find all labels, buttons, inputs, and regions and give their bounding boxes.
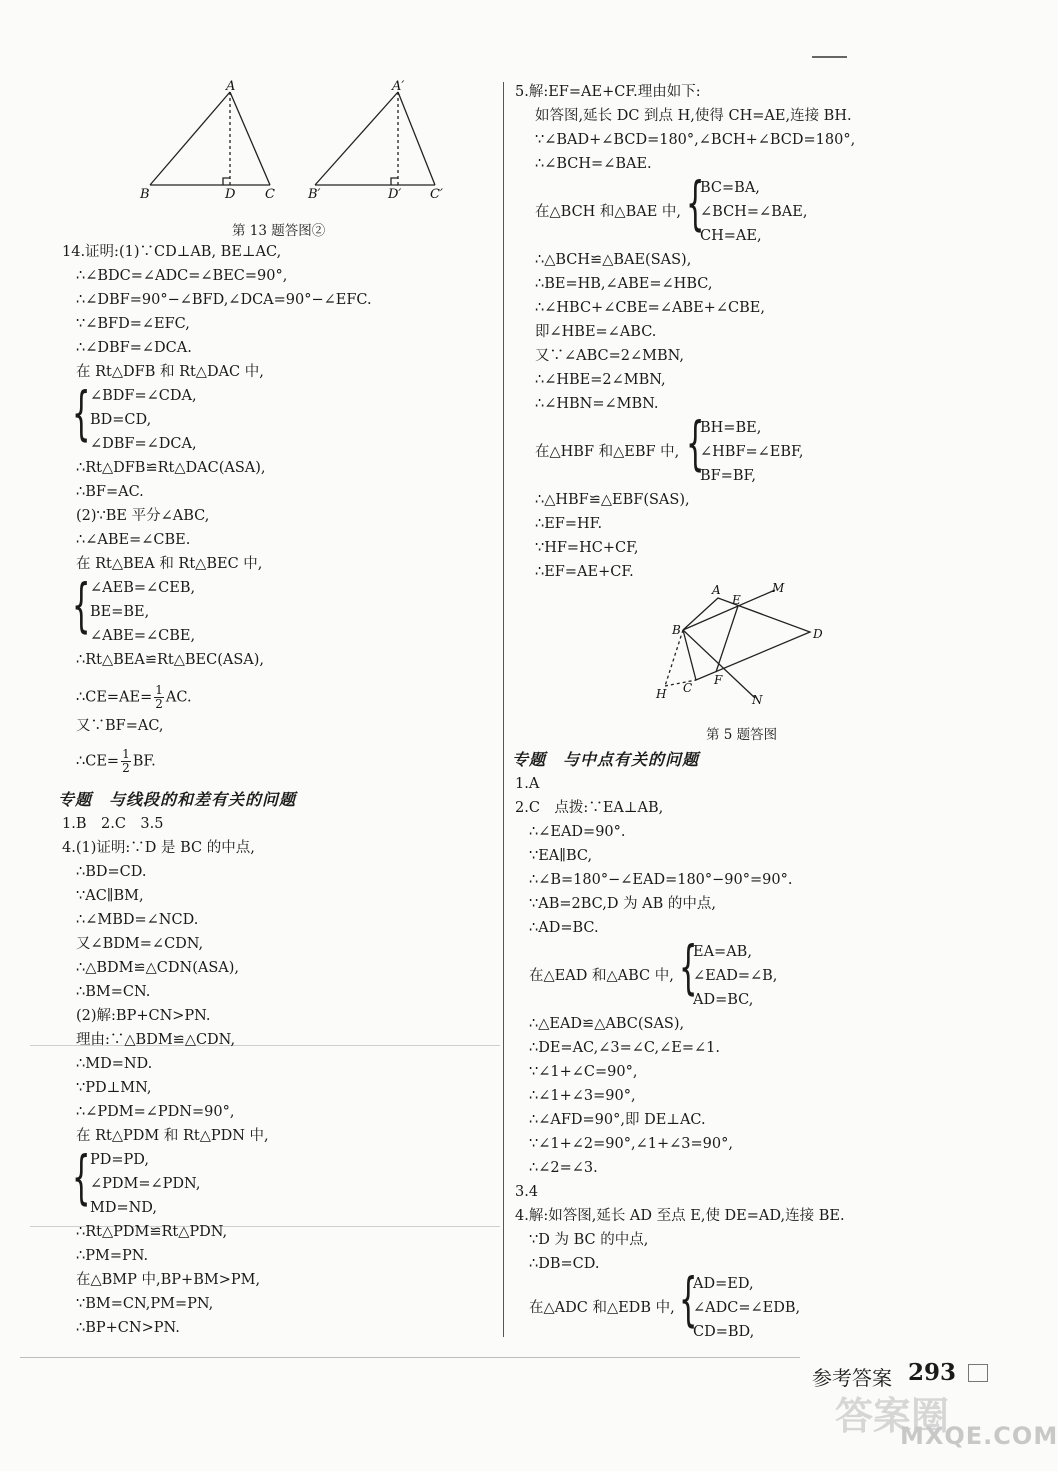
sec1-line-19: ∴PM=PN. [76,1248,149,1264]
sec1-line-9: (2)解:BP+CN>PN. [76,1008,211,1024]
right-angle-mark [223,178,230,185]
sec2-line-12: ∴△EAD≌△ABC(SAS), [529,1016,685,1032]
quadrilateral-abcd [683,598,810,680]
sec2-line-14: ∵∠1+∠C=90°, [529,1064,638,1080]
sec2-line-23: AD=ED, [693,1276,754,1292]
sec1-line-18: ∴Rt△PDM≌Rt△PDN, [76,1224,228,1240]
q14-line-2: ∴∠BDC=∠ADC=∠BEC=90°, [76,268,288,284]
brace: { [72,379,91,447]
figure-13-triangles [130,80,460,205]
q14-line-20: 又∵BF=AC, [76,718,164,734]
q5-line-21: ∴EF=HF. [535,516,603,532]
fraction-half [121,748,131,775]
sec2-line-5: ∴∠B=180°−∠EAD=180°−90°=90°. [529,872,793,888]
sec1-line-15: PD=PD, [90,1152,150,1168]
brace: { [686,409,705,477]
sec2-line-25: ∠ADC=∠EDB, [693,1300,801,1316]
label-h: H [656,687,667,701]
q14-line-3: ∴∠DBF=90°−∠BFD,∠DCA=90°−∠EFC. [76,292,372,308]
q14-line-9: ∠DBF=∠DCA, [90,436,197,452]
q5-line-16: BH=BE, [700,420,762,436]
q5-line-10: ∴BE=HB,∠ABE=∠HBC, [535,276,713,292]
denominator: 2 [155,697,163,711]
sec2-line-21: ∵D 为 BC 的中点, [529,1232,649,1248]
label-d: D [225,187,236,202]
q14-line-13: ∴∠ABE=∠CBE. [76,532,191,548]
q5-line-12: 即∠HBE=∠ABC. [535,324,657,340]
q5-line-2: 如答图,延长 DC 到点 H,使得 CH=AE,连接 BH. [535,108,852,124]
sec1-line-5: ∴∠MBD=∠NCD. [76,912,199,928]
label-c-prime: C′ [430,187,443,202]
sec1-line-8: ∴BM=CN. [76,984,151,1000]
sec1-line-13: ∴∠PDM=∠PDN=90°, [76,1104,235,1120]
brace: { [72,571,91,639]
segment-bh [665,630,683,686]
brace: { [72,1143,91,1211]
q5-line-4: ∴∠BCH=∠BAE. [535,156,652,172]
side-ac [230,92,270,185]
q14-line-1: 14.证明:(1)∵CD⊥AB, BE⊥AC, [62,244,282,260]
text: ∴CE= [76,753,120,770]
sec1-line-11: ∴MD=ND. [76,1056,153,1072]
sec1-line-3: ∴BD=CD. [76,864,147,880]
decorative-box [968,1364,988,1382]
label-d: D [813,627,823,641]
q5-line-9: ∴△BCH≌△BAE(SAS), [535,252,692,268]
q5-line-15: ∴∠HBN=∠MBN. [535,396,659,412]
figure-5-caption: 第 5 题答图 [706,727,778,743]
sec2-line-4: ∵EA∥BC, [529,848,593,864]
side-ba-prime [315,92,398,185]
label-m: M [772,581,785,595]
sec2-line-15: ∴∠1+∠3=90°, [529,1088,636,1104]
q14-line-12: (2)∵BE 平分∠ABC, [76,508,210,524]
side-ac-prime [398,92,435,185]
brace: { [686,169,705,237]
sec1-line-2: 4.(1)证明:∵D 是 BC 的中点, [62,840,255,856]
label-e: E [732,593,741,607]
text: BF. [132,753,156,770]
sec2-line-24: 在△ADC 和△EDB 中, [529,1300,675,1316]
q14-line-7: ∠BDF=∠CDA, [90,388,197,404]
numerator: 1 [122,747,130,761]
sec2-line-11: AD=BC, [693,992,754,1008]
sec1-line-12: ∵PD⊥MN, [76,1080,152,1096]
sec2-line-1: 1.A [515,776,540,792]
denominator: 2 [122,761,130,775]
sec2-line-8: EA=AB, [693,944,752,960]
sec2-line-17: ∵∠1+∠2=90°,∠1+∠3=90°, [529,1136,733,1152]
sec2-line-7: ∴AD=BC. [529,920,599,936]
triangle-abc [150,92,270,185]
q5-line-5: BC=BA, [700,180,760,196]
sec2-line-3: ∴∠EAD=90°. [529,824,626,840]
label-a-prime: A′ [392,79,405,94]
section-title-midpoint: 专题 与中点有关的问题 [512,750,700,769]
q14-line-18: ∴Rt△BEA≌Rt△BEC(ASA), [76,652,265,668]
q5-line-22: ∵HF=HC+CF, [535,540,639,556]
q5-line-13: 又∵∠ABC=2∠MBN, [535,348,685,364]
q5-line-7: ∠BCH=∠BAE, [700,204,808,220]
page-number: 293 [908,1359,957,1386]
q14-line-10: ∴Rt△DFB≌Rt△DAC(ASA), [76,460,266,476]
brace: { [679,1265,698,1333]
q5-line-17: 在△HBF 和△EBF 中, [535,444,680,460]
label-f: F [714,673,723,687]
sec2-line-20: 4.解:如答图,延长 AD 至点 E,使 DE=AD,连接 BE. [515,1208,845,1224]
sec1-line-17: MD=ND, [90,1200,158,1216]
watermark-logo: 答案圈 [835,1394,950,1438]
column-divider [503,82,504,1337]
sec1-line-14: 在 Rt△PDM 和 Rt△PDN 中, [76,1128,269,1144]
q14-line-17: ∠ABE=∠CBE, [90,628,196,644]
sec2-line-26: CD=BD, [693,1324,755,1340]
q5-line-11: ∴∠HBC+∠CBE=∠ABE+∠CBE, [535,300,765,316]
sec2-line-18: ∴∠2=∠3. [529,1160,598,1176]
q14-line-11: ∴BF=AC. [76,484,144,500]
sec1-line-7: ∴△BDM≌△CDN(ASA), [76,960,240,976]
sec1-line-22: ∴BP+CN>PN. [76,1320,180,1336]
label-a: A [712,583,721,597]
top-mark [812,56,847,58]
q5-line-14: ∴∠HBE=2∠MBN, [535,372,666,388]
text: ∴CE=AE= [76,689,153,706]
sec1-line-20: 在△BMP 中,BP+BM>PM, [76,1272,261,1288]
numerator: 1 [155,683,163,697]
label-d-prime: D′ [388,187,402,202]
q14-line-4: ∵∠BFD=∠EFC, [76,316,190,332]
label-b: B [140,187,150,202]
sec1-line-6: 又∠BDM=∠CDN, [76,936,204,952]
q14-line-16: BE=BE, [90,604,150,620]
q14-line-5: ∴∠DBF=∠DCA. [76,340,192,356]
q14-line-6: 在 Rt△DFB 和 Rt△DAC 中, [76,364,264,380]
bottom-rule [20,1357,800,1358]
text: AC. [165,689,192,706]
sec1-line-16: ∠PDM=∠PDN, [90,1176,201,1192]
q14-line-15: ∠AEB=∠CEB, [90,580,196,596]
q14-line-21 [76,748,156,775]
q5-line-19: BF=BF, [700,468,756,484]
q5-line-20: ∴△HBF≌△EBF(SAS), [535,492,690,508]
label-c: C [265,187,275,202]
triangle-abc-prime [315,92,435,185]
sec1-line-1: 1.B 2.C 3.5 [62,816,164,832]
q5-line-6: 在△BCH 和△BAE 中, [535,204,682,220]
side-ba [150,92,230,185]
sec2-line-2: 2.C 点拨:∵EA⊥AB, [515,800,664,816]
label-b-prime: B′ [308,187,321,202]
sec1-line-10: 理由:∵△BDM≌△CDN, [76,1032,236,1048]
section-title-segment-sum-difference: 专题 与线段的和差有关的问题 [58,790,297,809]
sec2-line-13: ∴DE=AC,∠3=∠C,∠E=∠1. [529,1040,720,1056]
segment-ef [716,606,738,672]
q5-line-1: 5.解:EF=AE+CF.理由如下: [515,84,701,100]
label-c: C [683,681,693,695]
brace: { [679,933,698,1001]
q5-line-8: CH=AE, [700,228,762,244]
watermark-text: MXQE.COM [900,1422,1058,1450]
sec2-line-10: ∠EAD=∠B, [693,968,778,984]
sec2-line-19: 3.4 [515,1184,539,1200]
sec2-line-22: ∴DB=CD. [529,1256,600,1272]
q5-line-23: ∴EF=AE+CF. [535,564,634,580]
sec2-line-6: ∵AB=2BC,D 为 AB 的中点, [529,896,717,912]
q5-line-3: ∵∠BAD+∠BCD=180°,∠BCH+∠BCD=180°, [535,132,856,148]
q14-line-14: 在 Rt△BEA 和 Rt△BEC 中, [76,556,263,572]
q5-line-18: ∠HBF=∠EBF, [700,444,804,460]
figure-5-quadrilateral [650,580,840,710]
q14-line-8: BD=CD, [90,412,152,428]
q14-line-19 [76,684,192,711]
label-n: N [752,693,763,707]
footer-label: 参考答案 [812,1366,892,1390]
sec2-line-9: 在△EAD 和△ABC 中, [529,968,674,984]
sec1-line-21: ∵BM=CN,PM=PN, [76,1296,214,1312]
sec2-line-16: ∴∠AFD=90°,即 DE⊥AC. [529,1112,706,1128]
right-angle-mark-prime [391,178,398,185]
ray-bm [683,590,775,630]
sec1-line-4: ∵AC∥BM, [76,888,144,904]
label-b: B [672,623,681,637]
figure-13-caption: 第 13 题答图② [232,223,326,239]
fraction-half [154,684,164,711]
label-a: A [226,79,236,94]
